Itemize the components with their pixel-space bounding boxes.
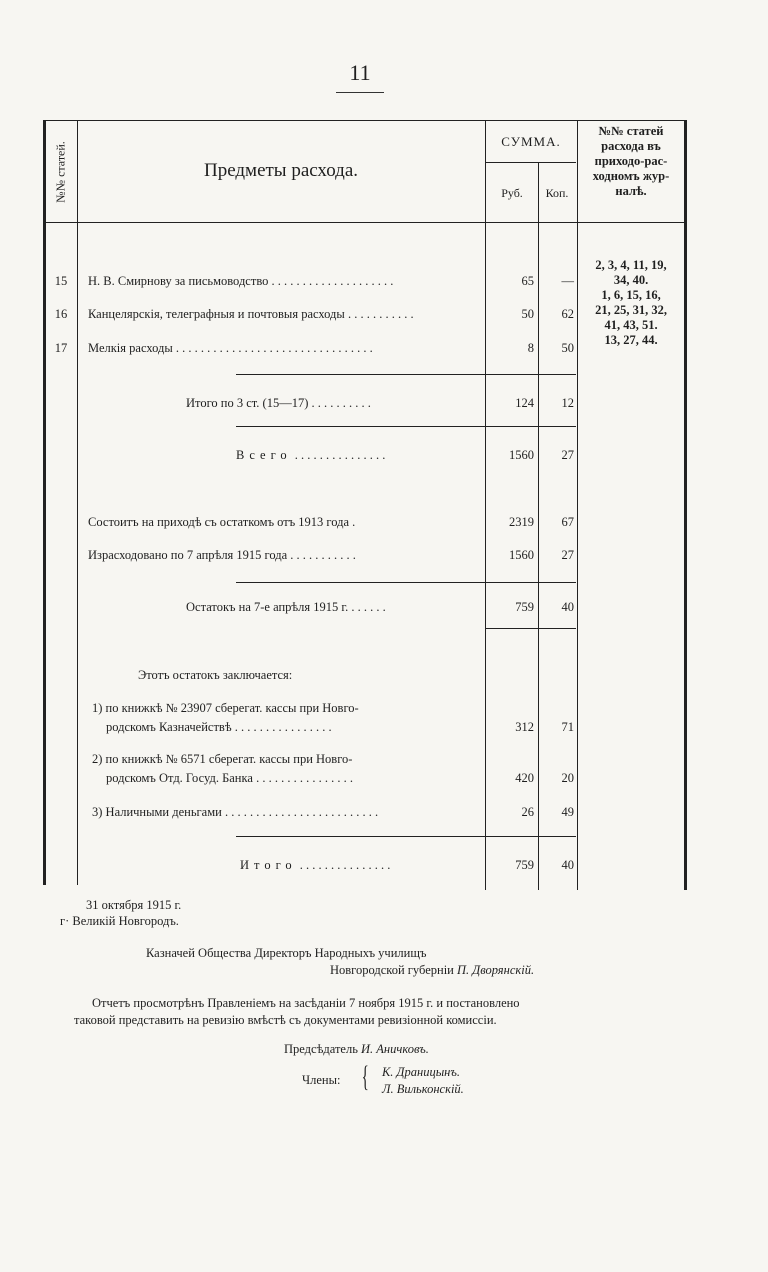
report-approval-line: Отчетъ просмотрѣнъ Правленіемъ на засѣданіи 7 ноября 1915 г. и постановлено: [92, 996, 520, 1010]
header-articles: №№ статей.: [53, 141, 68, 203]
income-kop: 67: [561, 515, 574, 529]
header-kop: Коп.: [545, 186, 569, 200]
report-approval-line-2: таковой представить на ревизію вмѣстѣ съ документами ревизіонной комиссіи.: [74, 1013, 497, 1027]
spent-rub: 1560: [509, 548, 534, 562]
member-name: К. Драницынъ.: [382, 1065, 460, 1079]
refs-line: 34, 40.: [613, 273, 649, 287]
sum-column-rule: [577, 120, 578, 890]
header-bottom-rule: [44, 222, 686, 223]
header-rub: Руб.: [501, 186, 523, 200]
remainder-rub: 759: [515, 600, 534, 614]
header-items: Предметы расхода.: [203, 160, 359, 181]
refs-line: 41, 43, 51.: [604, 318, 658, 332]
page-number: 11: [349, 60, 371, 85]
final-total-kop: 40: [561, 858, 574, 872]
grand-total-kop: 27: [561, 448, 574, 462]
report-date: 31 октября 1915 г.: [86, 898, 182, 912]
articles-column-rule: [77, 120, 78, 885]
treasurer-line: Казначей Общества Директоръ Народныхъ училищъ: [146, 946, 427, 960]
refs-line: 1, 6, 15, 16,: [601, 288, 661, 302]
treasurer-name: П. Дворянскій.: [456, 963, 535, 977]
subtotal-kop: 12: [561, 396, 574, 410]
table-top-rule: [44, 120, 686, 121]
subtotal-rub: 124: [515, 396, 534, 410]
final-total-rub: 759: [515, 858, 534, 872]
spent-kop: 27: [561, 548, 574, 562]
rub-kop-column-rule: [538, 162, 539, 890]
income-label: Состоитъ на приходѣ съ остаткомъ отъ 1913 года .: [88, 515, 356, 529]
chairman-line: Предсѣдатель И. Аничковъ.: [284, 1042, 429, 1056]
remainder-kop: 40: [561, 600, 574, 614]
members-label: Члены:: [302, 1073, 341, 1087]
remainder-label: Остатокъ на 7-е апрѣля 1915 г. . . . . . .: [186, 600, 386, 614]
refs-line: 2, 3, 4, 11, 19,: [595, 258, 667, 272]
member-name: Л. Вильконскій.: [382, 1082, 464, 1096]
treasurer-line-2: Новгородской губерніи П. Дворянскій.: [330, 963, 535, 977]
income-rub: 2319: [509, 515, 534, 529]
table-left-border: [43, 120, 46, 885]
subtotal-rule: [236, 374, 576, 375]
refs-line: 13, 27, 44.: [604, 333, 658, 347]
final-total-label: Итого . . . . . . . . . . . . . . .: [240, 858, 391, 872]
chairman-name: И. Аничковъ.: [361, 1042, 429, 1056]
sum-subheader-rule: [486, 162, 576, 163]
report-place: г· Великій Новгородъ.: [60, 914, 179, 928]
page-number-underline: [336, 92, 384, 93]
grand-total-rub: 1560: [509, 448, 534, 462]
table-right-border: [684, 120, 687, 890]
remainder-sum-rule: [486, 628, 576, 629]
refs-line: 21, 25, 31, 32,: [595, 303, 667, 317]
remainder-consists-label: Этотъ остатокъ заключается:: [138, 668, 293, 682]
remainder-rule: [236, 582, 576, 583]
spent-label: Израсходовано по 7 апрѣля 1915 года . . . . . . . . . . .: [88, 548, 356, 562]
header-sum: СУММА.: [501, 134, 561, 149]
final-total-rule: [236, 836, 576, 837]
members-brace: {: [361, 1060, 369, 1093]
header-refs: №№ статей расхода въ приходо-рас-ходномъ жур-налѣ.: [592, 124, 670, 198]
grand-total-rule: [236, 426, 576, 427]
grand-total-label: Всего . . . . . . . . . . . . . . .: [236, 448, 386, 462]
items-column-rule: [485, 120, 486, 890]
subtotal-label: Итого по 3 ст. (15—17) . . . . . . . . . .: [186, 396, 371, 410]
